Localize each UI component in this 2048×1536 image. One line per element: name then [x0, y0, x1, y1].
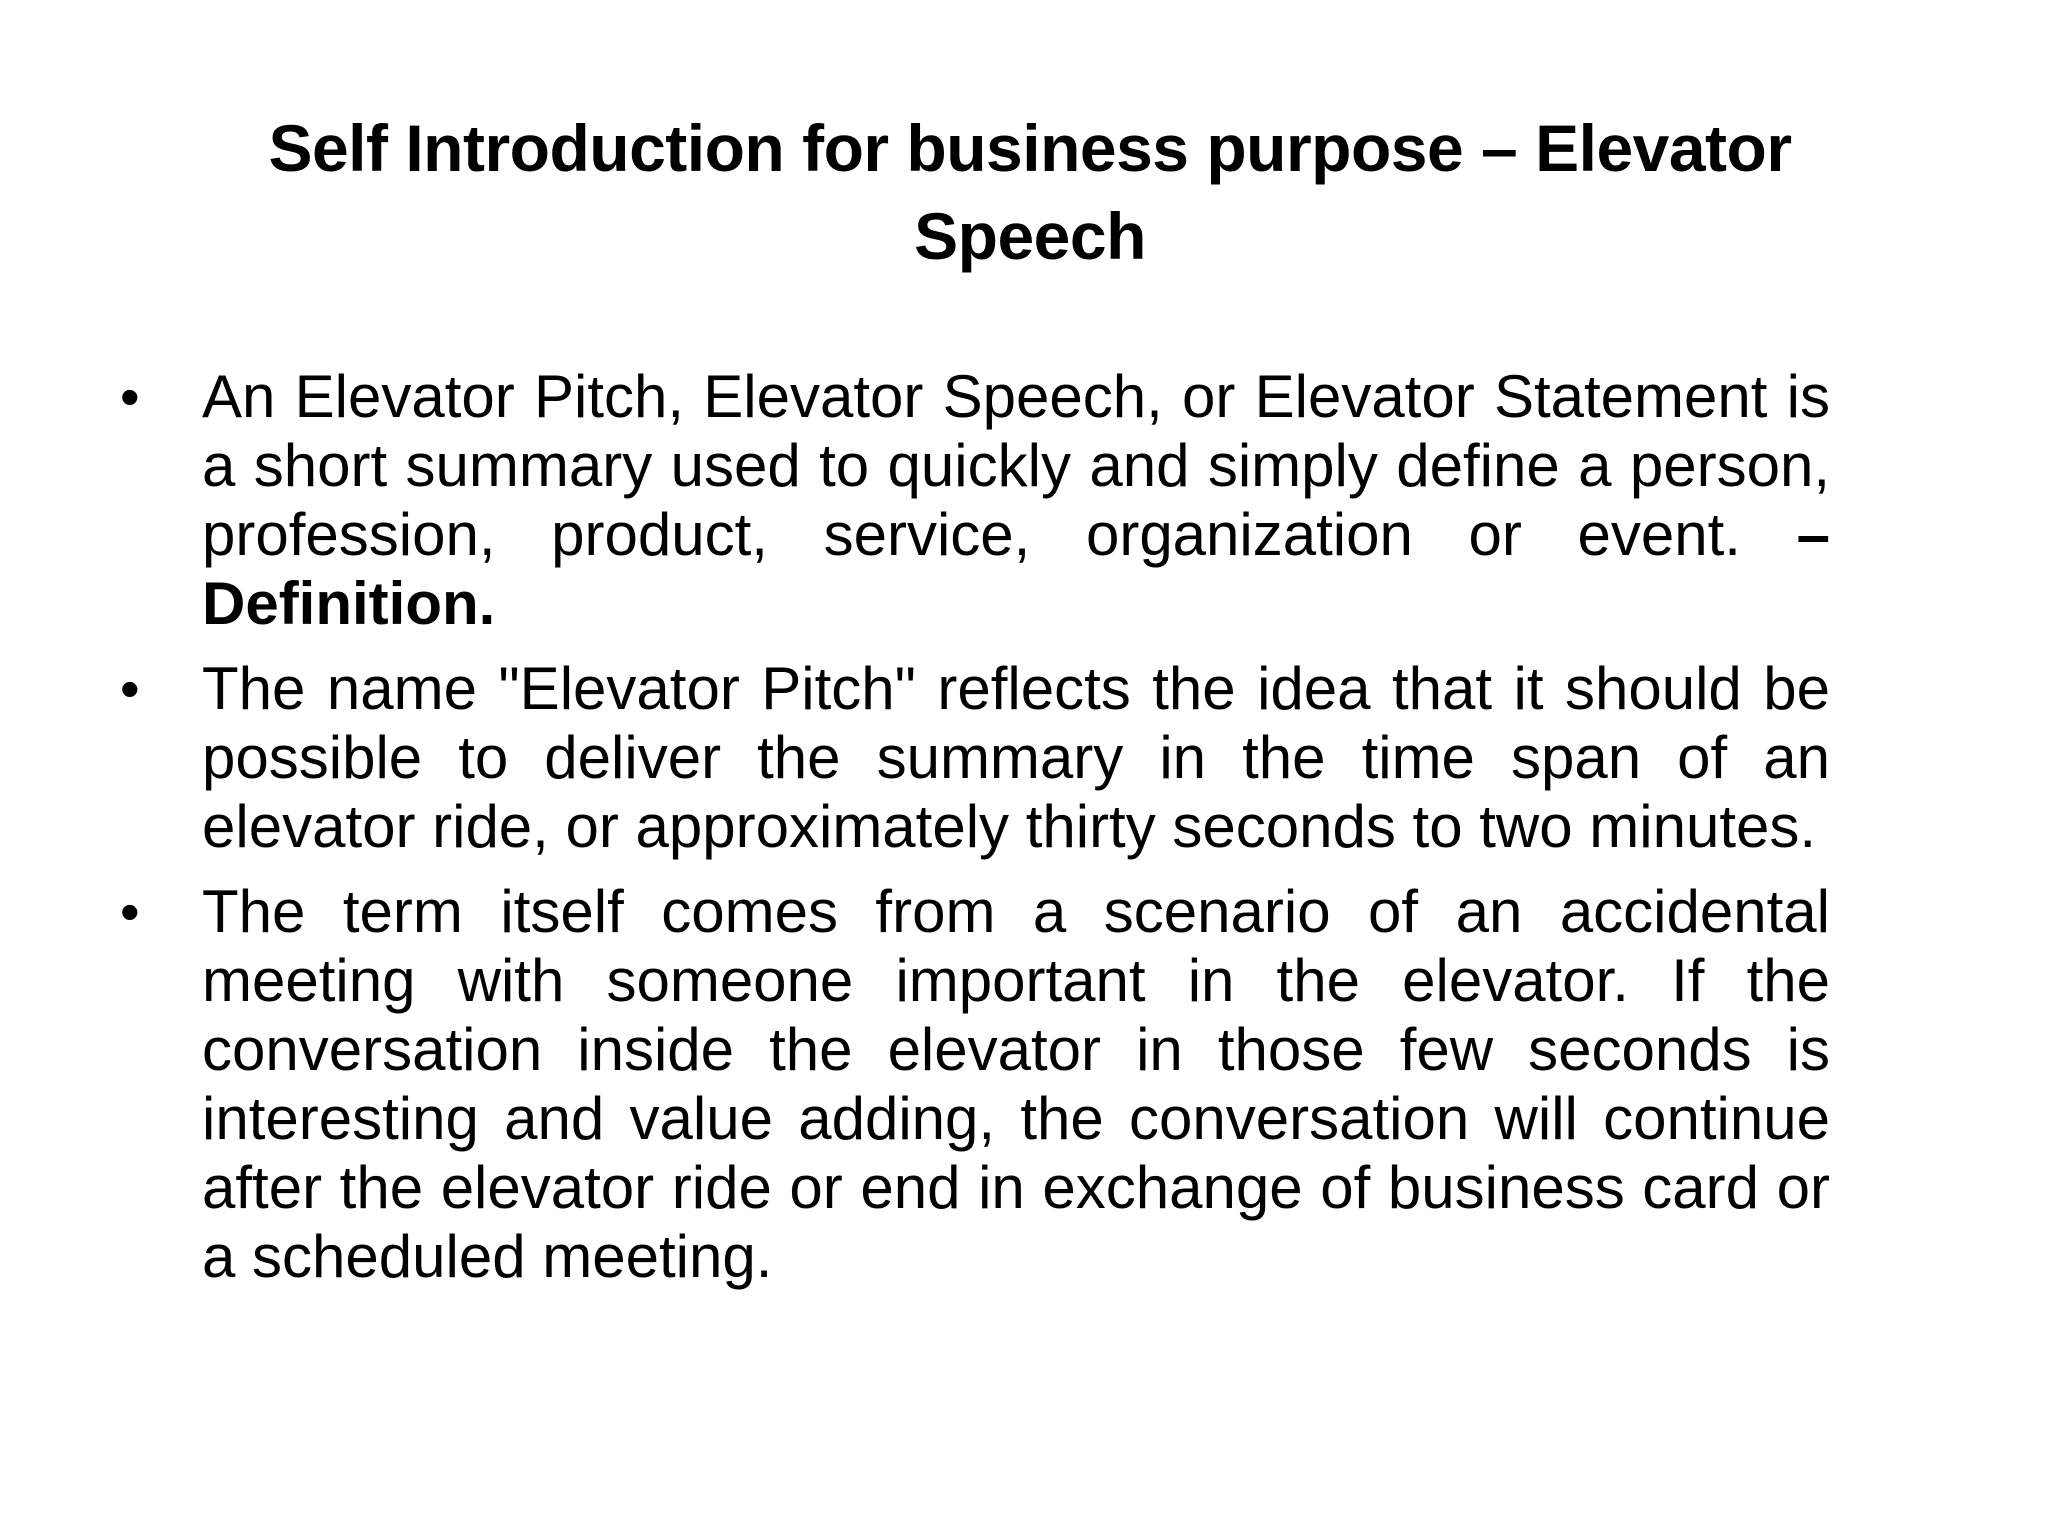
bullet-text: The term itself comes from a scenario of an accidental meeting with someone important in the elevator. If the conversation inside the elevator in those few seconds is interesting and value adding, the conversation will continue after the elevator ride or end in exchange of business card or a scheduled meeting.	[202, 878, 1830, 1290]
slide-title: Self Introduction for business purpose – Elevator Speech	[268, 111, 1792, 273]
bullet-item	[120, 877, 1830, 1291]
bullet-text: An Elevator Pitch, Elevator Speech, or Elevator Statement is a short summary used to quickly and simply define a person, profession, product, service, organization or event.	[202, 363, 1830, 568]
definition-label: – Definition.	[202, 501, 1830, 637]
bullet-icon: •	[120, 365, 140, 428]
bullet-icon: •	[120, 880, 140, 943]
bullet-item	[120, 654, 1830, 861]
bullet-icon: •	[120, 657, 140, 720]
bullet-item	[120, 362, 1830, 638]
bullet-text: The name "Elevator Pitch" reflects the idea that it should be possible to deliver the summary in the time span of an elevator ride, or approximately thirty seconds to two minutes.	[202, 655, 1830, 860]
bullet-list	[120, 362, 1830, 1307]
